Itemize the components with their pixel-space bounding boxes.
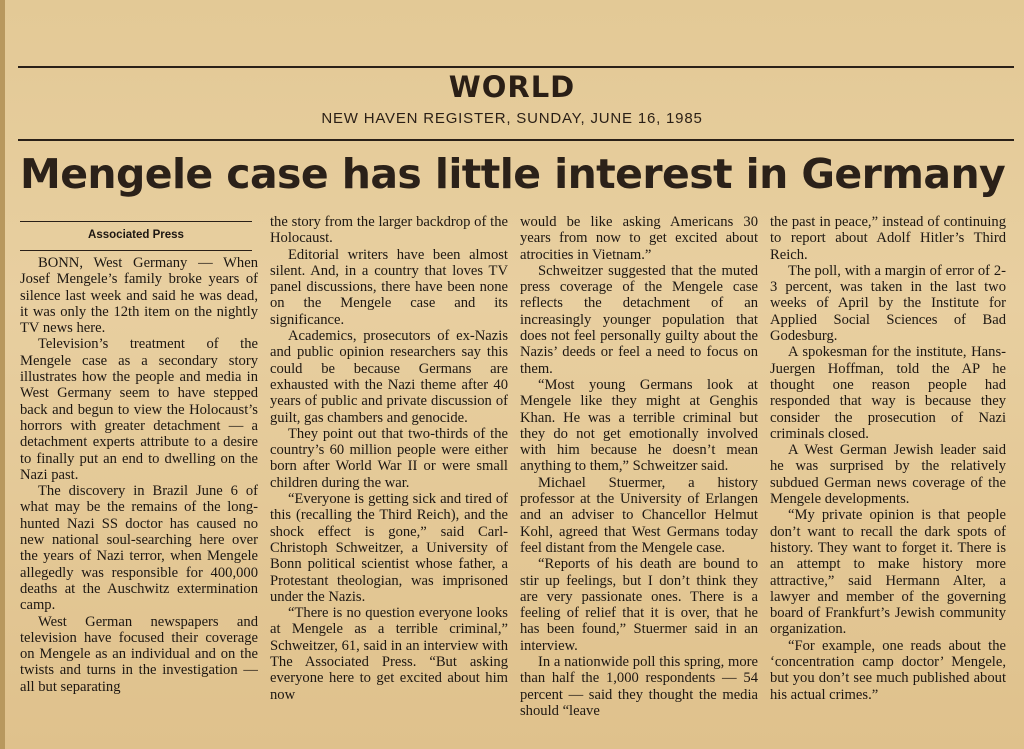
paragraph: Michael Stuermer, a history professor at the University of Erlangen and an adviser to Chancellor Helmut Kohl, agreed that West Germans today feel distant from the Mengele case. xyxy=(520,474,758,556)
paragraph: Editorial writers have been almost silent. And, in a country that loves TV panel discussions, there have been none on the Mengele case and its significance. xyxy=(270,246,508,328)
masthead-rule xyxy=(18,139,1014,141)
headline: Mengele case has little interest in Germany xyxy=(20,150,1006,198)
article-column-1 xyxy=(20,255,258,749)
paragraph: “Reports of his death are bound to stir up feelings, but I don’t think they are very passionate ones. There is a feeling of relief that it is over, that he has been found,” Stuermer said in an interview. xyxy=(520,556,758,654)
top-rule xyxy=(18,66,1014,68)
paragraph: A West German Jewish leader said he was surprised by the relatively subdued German news coverage of the Mengele developments. xyxy=(770,442,1006,508)
paragraph: A spokesman for the institute, Hans-Juergen Hoffman, told the AP he thought one reason people had responded that way is because they consider the prosecution of Nazi criminals closed. xyxy=(770,344,1006,442)
paragraph: “Most young Germans look at Mengele like they might at Genghis Khan. He was a terrible criminal but they do not get emotionally involved with him because he doesn’t mean anything to them,” Schweitzer said. xyxy=(520,376,758,475)
article-column-2 xyxy=(270,214,508,749)
paragraph: Schweitzer suggested that the muted press coverage of the Mengele case reflects the detachment of an increasingly younger population that does not feel personally guilty about the Nazis’ deeds or feel a need to focus on them. xyxy=(520,262,758,377)
paragraph: the past in peace,” instead of continuing to report about Adolf Hitler’s Third Reich. xyxy=(770,214,1006,263)
paragraph: “Everyone is getting sick and tired of this (recalling the Third Reich), and the shock effect is gone,” said Carl-Christoph Schweitzer, a University of Bonn political scientist whose father, a Protestant theologian, was imprisoned under the Nazis. xyxy=(270,491,508,605)
paragraph: “There is no question everyone looks at Mengele as a terrible criminal,” Schweitzer, 61, said in an interview with The Associated Press. “But asking everyone here to get excited about him now xyxy=(270,605,508,703)
section-label: WORLD xyxy=(448,70,576,104)
paragraph: the story from the larger backdrop of the Holocaust. xyxy=(270,214,508,247)
paragraph: BONN, West Germany — When Josef Mengele’s family broke years of silence last week and said he was dead, it was only the 12th item on the nightly TV news here. xyxy=(20,255,258,337)
article-column-4 xyxy=(770,214,1006,749)
paragraph: West German newspapers and television have focused their coverage on Mengele as an individual and on the twists and turns in the investigation — all but separating xyxy=(20,613,258,695)
byline: Associated Press xyxy=(88,229,184,241)
article-column-3 xyxy=(520,214,758,749)
paragraph: In a nationwide poll this spring, more than half the 1,000 respondents — 54 percent — said they thought the media should “leave xyxy=(520,654,758,719)
paragraph: They point out that two-thirds of the country’s 60 million people were either born after World War II or were small children during the war. xyxy=(270,425,508,491)
byline-rule-top xyxy=(20,221,252,222)
paragraph: Academics, prosecutors of ex-Nazis and public opinion researchers say this could be because Germans are exhausted with the Nazi theme after 40 years of public and private discussion of guilt, gas chambers and genocide. xyxy=(270,328,508,426)
paragraph: Television’s treatment of the Mengele case as a secondary story illustrates how the people and media in West Germany seem to have stepped back and begun to view the Holocaust’s horrors with greater detachment — a detachment experts attribute to a desire to finally put an end to dwelling on the Nazi past. xyxy=(20,336,258,483)
publication-line: NEW HAVEN REGISTER, SUNDAY, JUNE 16, 1985 xyxy=(321,110,703,127)
paragraph: The poll, with a margin of error of 2-3 percent, was taken in the last two weeks of April by the Institute for Applied Social Sciences of Bad Godesburg. xyxy=(770,262,1006,345)
byline-rule-bottom xyxy=(20,250,252,251)
paragraph: The discovery in Brazil June 6 of what may be the remains of the long-hunted Nazi SS doctor has caused no new national soul-searching here over the years of Nazi terror, when Mengele allegedly was responsible for 400,000 deaths at the Auschwitz extermination camp. xyxy=(20,483,258,614)
paragraph: “My private opinion is that people don’t want to recall the dark spots of history. They want to forget it. There is an attempt to make history more attractive,” said Hermann Alter, a lawyer and member of the governing board of Frankfurt’s Jewish community organization. xyxy=(770,507,1006,638)
paragraph: would be like asking Americans 30 years from now to get excited about atrocities in Vietnam.” xyxy=(520,214,758,263)
paragraph: “For example, one reads about the ‘concentration camp doctor’ Mengele, but you don’t see much published about his actual crimes.” xyxy=(770,637,1006,703)
